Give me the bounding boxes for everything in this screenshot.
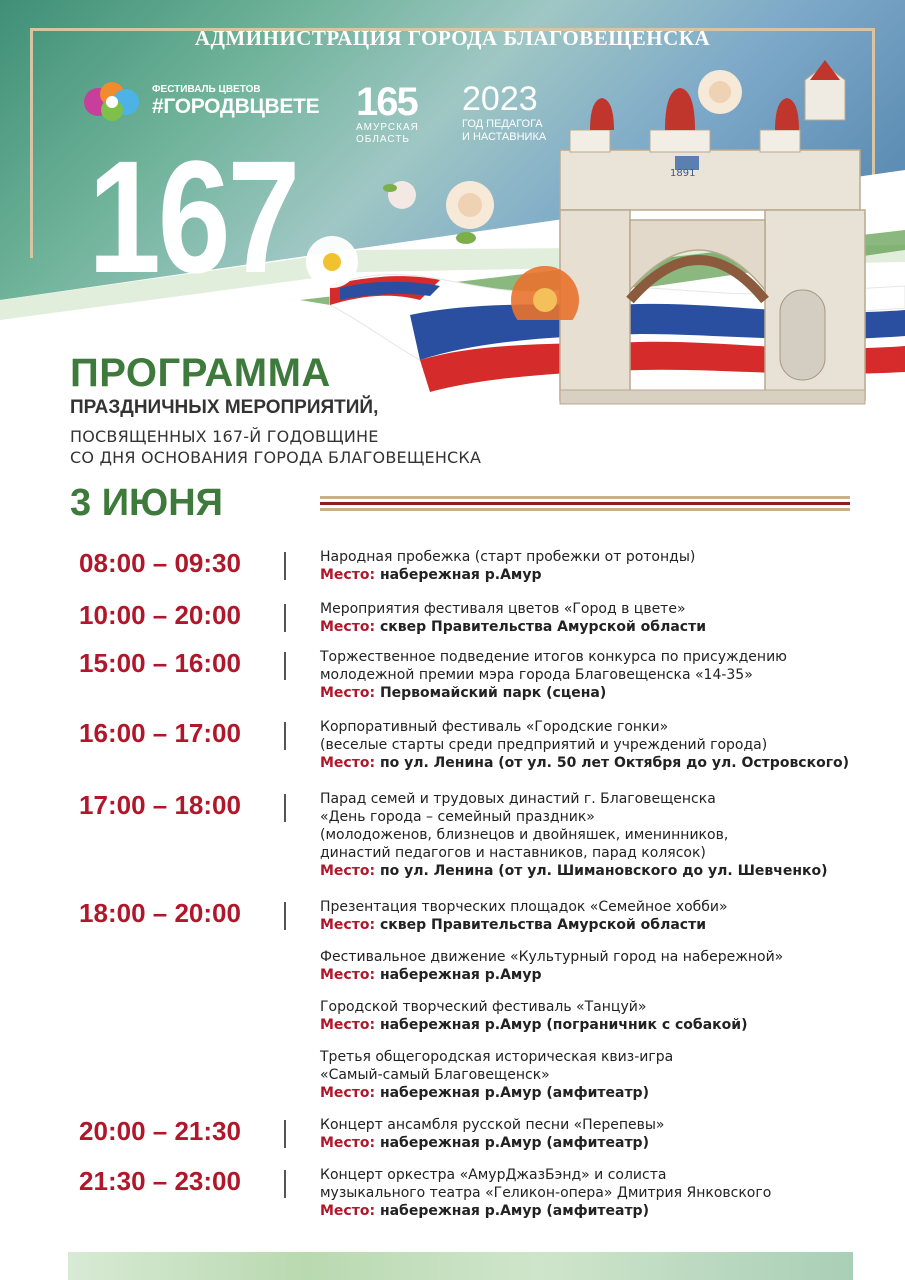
place-label: Место: — [320, 863, 376, 879]
event-text-line: Концерт ансамбля русской песни «Перепевы» — [320, 1117, 665, 1133]
bud-icon — [383, 181, 416, 209]
place-value: набережная р.Амур — [379, 967, 542, 983]
decorative-stripes — [320, 496, 850, 514]
event-text-line: Мероприятия фестиваля цветов «Город в цвете» — [320, 601, 686, 617]
rose-icon — [698, 70, 742, 114]
event-place — [320, 1084, 880, 1102]
event-text-line: музыкального театра «Геликон-опера» Дмитрия Янковского — [320, 1185, 772, 1201]
event-text-line: Парад семей и трудовых династий г. Благовещенска — [320, 791, 716, 807]
vertical-divider — [284, 652, 286, 680]
region-logo-number: 165 — [356, 80, 417, 124]
event-text-line: (молодоженов, близнецов и двойняшек, именинников, — [320, 827, 729, 843]
vertical-divider — [284, 552, 286, 580]
place-label: Место: — [320, 1135, 376, 1151]
event-time: 20:00 – 21:30 — [79, 1116, 241, 1146]
vertical-divider — [284, 604, 286, 632]
event-item — [320, 998, 880, 1034]
teacher-year-number: 2023 — [462, 80, 538, 118]
event-description — [320, 718, 880, 786]
place-value: Первомайский парк (сцена) — [379, 685, 607, 701]
place-label: Место: — [320, 567, 376, 583]
vertical-divider — [284, 794, 286, 822]
gate-year-text: 1891 — [670, 168, 696, 179]
event-time: 10:00 – 20:00 — [79, 600, 241, 630]
rose-icon — [446, 181, 494, 244]
region-logo-caption-2: ОБЛАСТЬ — [356, 134, 410, 145]
place-label: Место: — [320, 619, 376, 635]
region-logo-caption-1: АМУРСКАЯ — [356, 122, 419, 133]
event-place — [320, 1134, 880, 1152]
place-label: Место: — [320, 967, 376, 983]
event-text-line: Торжественное подведение итогов конкурса по присуждению — [320, 649, 787, 665]
place-value: набережная р.Амур (пограничник с собакой) — [379, 1017, 748, 1033]
event-text-line: Презентация творческих площадок «Семейное хобби» — [320, 899, 728, 915]
event-time: 15:00 – 16:00 — [79, 648, 241, 678]
event-text-line: Концерт оркестра «АмурДжазБэнд» и солиста — [320, 1167, 667, 1183]
place-label: Место: — [320, 1085, 376, 1101]
place-label: Место: — [320, 917, 376, 933]
event-item — [320, 600, 880, 636]
event-item — [320, 1116, 880, 1152]
place-value: набережная р.Амур (амфитеатр) — [379, 1085, 649, 1101]
event-text-line: (веселые старты среди предприятий и учреждений города) — [320, 737, 768, 753]
vertical-divider — [284, 902, 286, 930]
vertical-divider — [284, 722, 286, 750]
place-value: набережная р.Амур (амфитеатр) — [379, 1135, 649, 1151]
event-time: 18:00 – 20:00 — [79, 898, 241, 928]
vertical-divider — [284, 1120, 286, 1148]
place-value: по ул. Ленина (от ул. Шимановского до ул. Шевченко) — [379, 863, 828, 879]
event-item — [320, 548, 880, 584]
place-label: Место: — [320, 1017, 376, 1033]
event-text-line: молодежной премии мэра города Благовещенска «14-35» — [320, 667, 753, 683]
festival-logo-hashtag: #ГОРОДВЦВЕТЕ — [152, 94, 320, 118]
teacher-year-caption-2: И НАСТАВНИКА — [462, 131, 547, 143]
event-description — [320, 1116, 880, 1166]
festival-logo — [82, 78, 319, 124]
event-place — [320, 1016, 880, 1034]
event-place — [320, 966, 880, 984]
place-label: Место: — [320, 1203, 376, 1219]
place-value: сквер Правительства Амурской области — [379, 917, 706, 933]
teacher-year-logo — [462, 80, 546, 144]
program-subtitle: ПРАЗДНИЧНЫХ МЕРОПРИЯТИЙ, — [70, 397, 379, 418]
event-place — [320, 618, 880, 636]
event-text-line: Народная пробежка (старт пробежки от ротонды) — [320, 549, 696, 565]
event-place — [320, 566, 880, 584]
place-label: Место: — [320, 755, 376, 771]
program-heading — [70, 352, 481, 468]
region-anniversary-logo — [356, 82, 419, 146]
anniversary-number: 167 — [88, 127, 298, 306]
footer-decoration — [68, 1252, 853, 1280]
event-text-line: династий педагогов и наставников, парад колясок) — [320, 845, 706, 861]
event-description — [320, 1166, 880, 1234]
event-item — [320, 1048, 880, 1102]
teacher-year-caption-1: ГОД ПЕДАГОГА — [462, 118, 543, 130]
event-place — [320, 684, 880, 702]
event-time: 17:00 – 18:00 — [79, 790, 241, 820]
administration-title: АДМИНИСТРАЦИЯ ГОРОДА БЛАГОВЕЩЕНСКА — [194, 26, 711, 50]
place-value: набережная р.Амур — [379, 567, 542, 583]
event-item — [320, 948, 880, 984]
event-description — [320, 898, 880, 1116]
event-text-line: Корпоративный фестиваль «Городские гонки» — [320, 719, 669, 735]
event-text-line: Городской творческий фестиваль «Танцуй» — [320, 999, 647, 1015]
event-text-line: Фестивальное движение «Культурный город на набережной» — [320, 949, 784, 965]
program-line-1: ПОСВЯЩЕННЫХ 167-Й ГОДОВЩИНЕ — [70, 427, 379, 446]
place-value: сквер Правительства Амурской области — [379, 619, 706, 635]
event-description — [320, 790, 880, 894]
place-value: по ул. Ленина (от ул. 50 лет Октября до ул. Островского) — [379, 755, 850, 771]
event-description — [320, 600, 880, 650]
event-item — [320, 790, 880, 880]
event-item — [320, 1166, 880, 1220]
event-place — [320, 916, 880, 934]
event-place — [320, 862, 880, 880]
event-description — [320, 648, 880, 716]
event-time: 16:00 – 17:00 — [79, 718, 241, 748]
vertical-divider — [284, 1170, 286, 1198]
program-line-2: СО ДНЯ ОСНОВАНИЯ ГОРОДА БЛАГОВЕЩЕНСКА — [70, 448, 482, 467]
flower-icon — [511, 266, 579, 320]
place-label: Место: — [320, 685, 376, 701]
event-text-line: «День города – семейный праздник» — [320, 809, 595, 825]
place-value: набережная р.Амур (амфитеатр) — [379, 1203, 649, 1219]
event-item — [320, 718, 880, 772]
daisy-icon — [306, 236, 358, 288]
event-description — [320, 548, 880, 598]
festival-logo-small-text: ФЕСТИВАЛЬ ЦВЕТОВ — [152, 83, 261, 95]
event-place — [320, 754, 880, 772]
event-item — [320, 648, 880, 702]
flower-festival-icon — [82, 78, 146, 124]
event-date: 3 ИЮНЯ — [70, 482, 223, 524]
event-item — [320, 898, 880, 934]
event-time: 08:00 – 09:30 — [79, 548, 241, 578]
program-title: ПРОГРАММА — [70, 351, 331, 395]
event-text-line: «Самый-самый Благовещенск» — [320, 1067, 550, 1083]
event-place — [320, 1202, 880, 1220]
event-text-line: Третья общегородская историческая квиз-игра — [320, 1049, 674, 1065]
event-time: 21:30 – 23:00 — [79, 1166, 241, 1196]
